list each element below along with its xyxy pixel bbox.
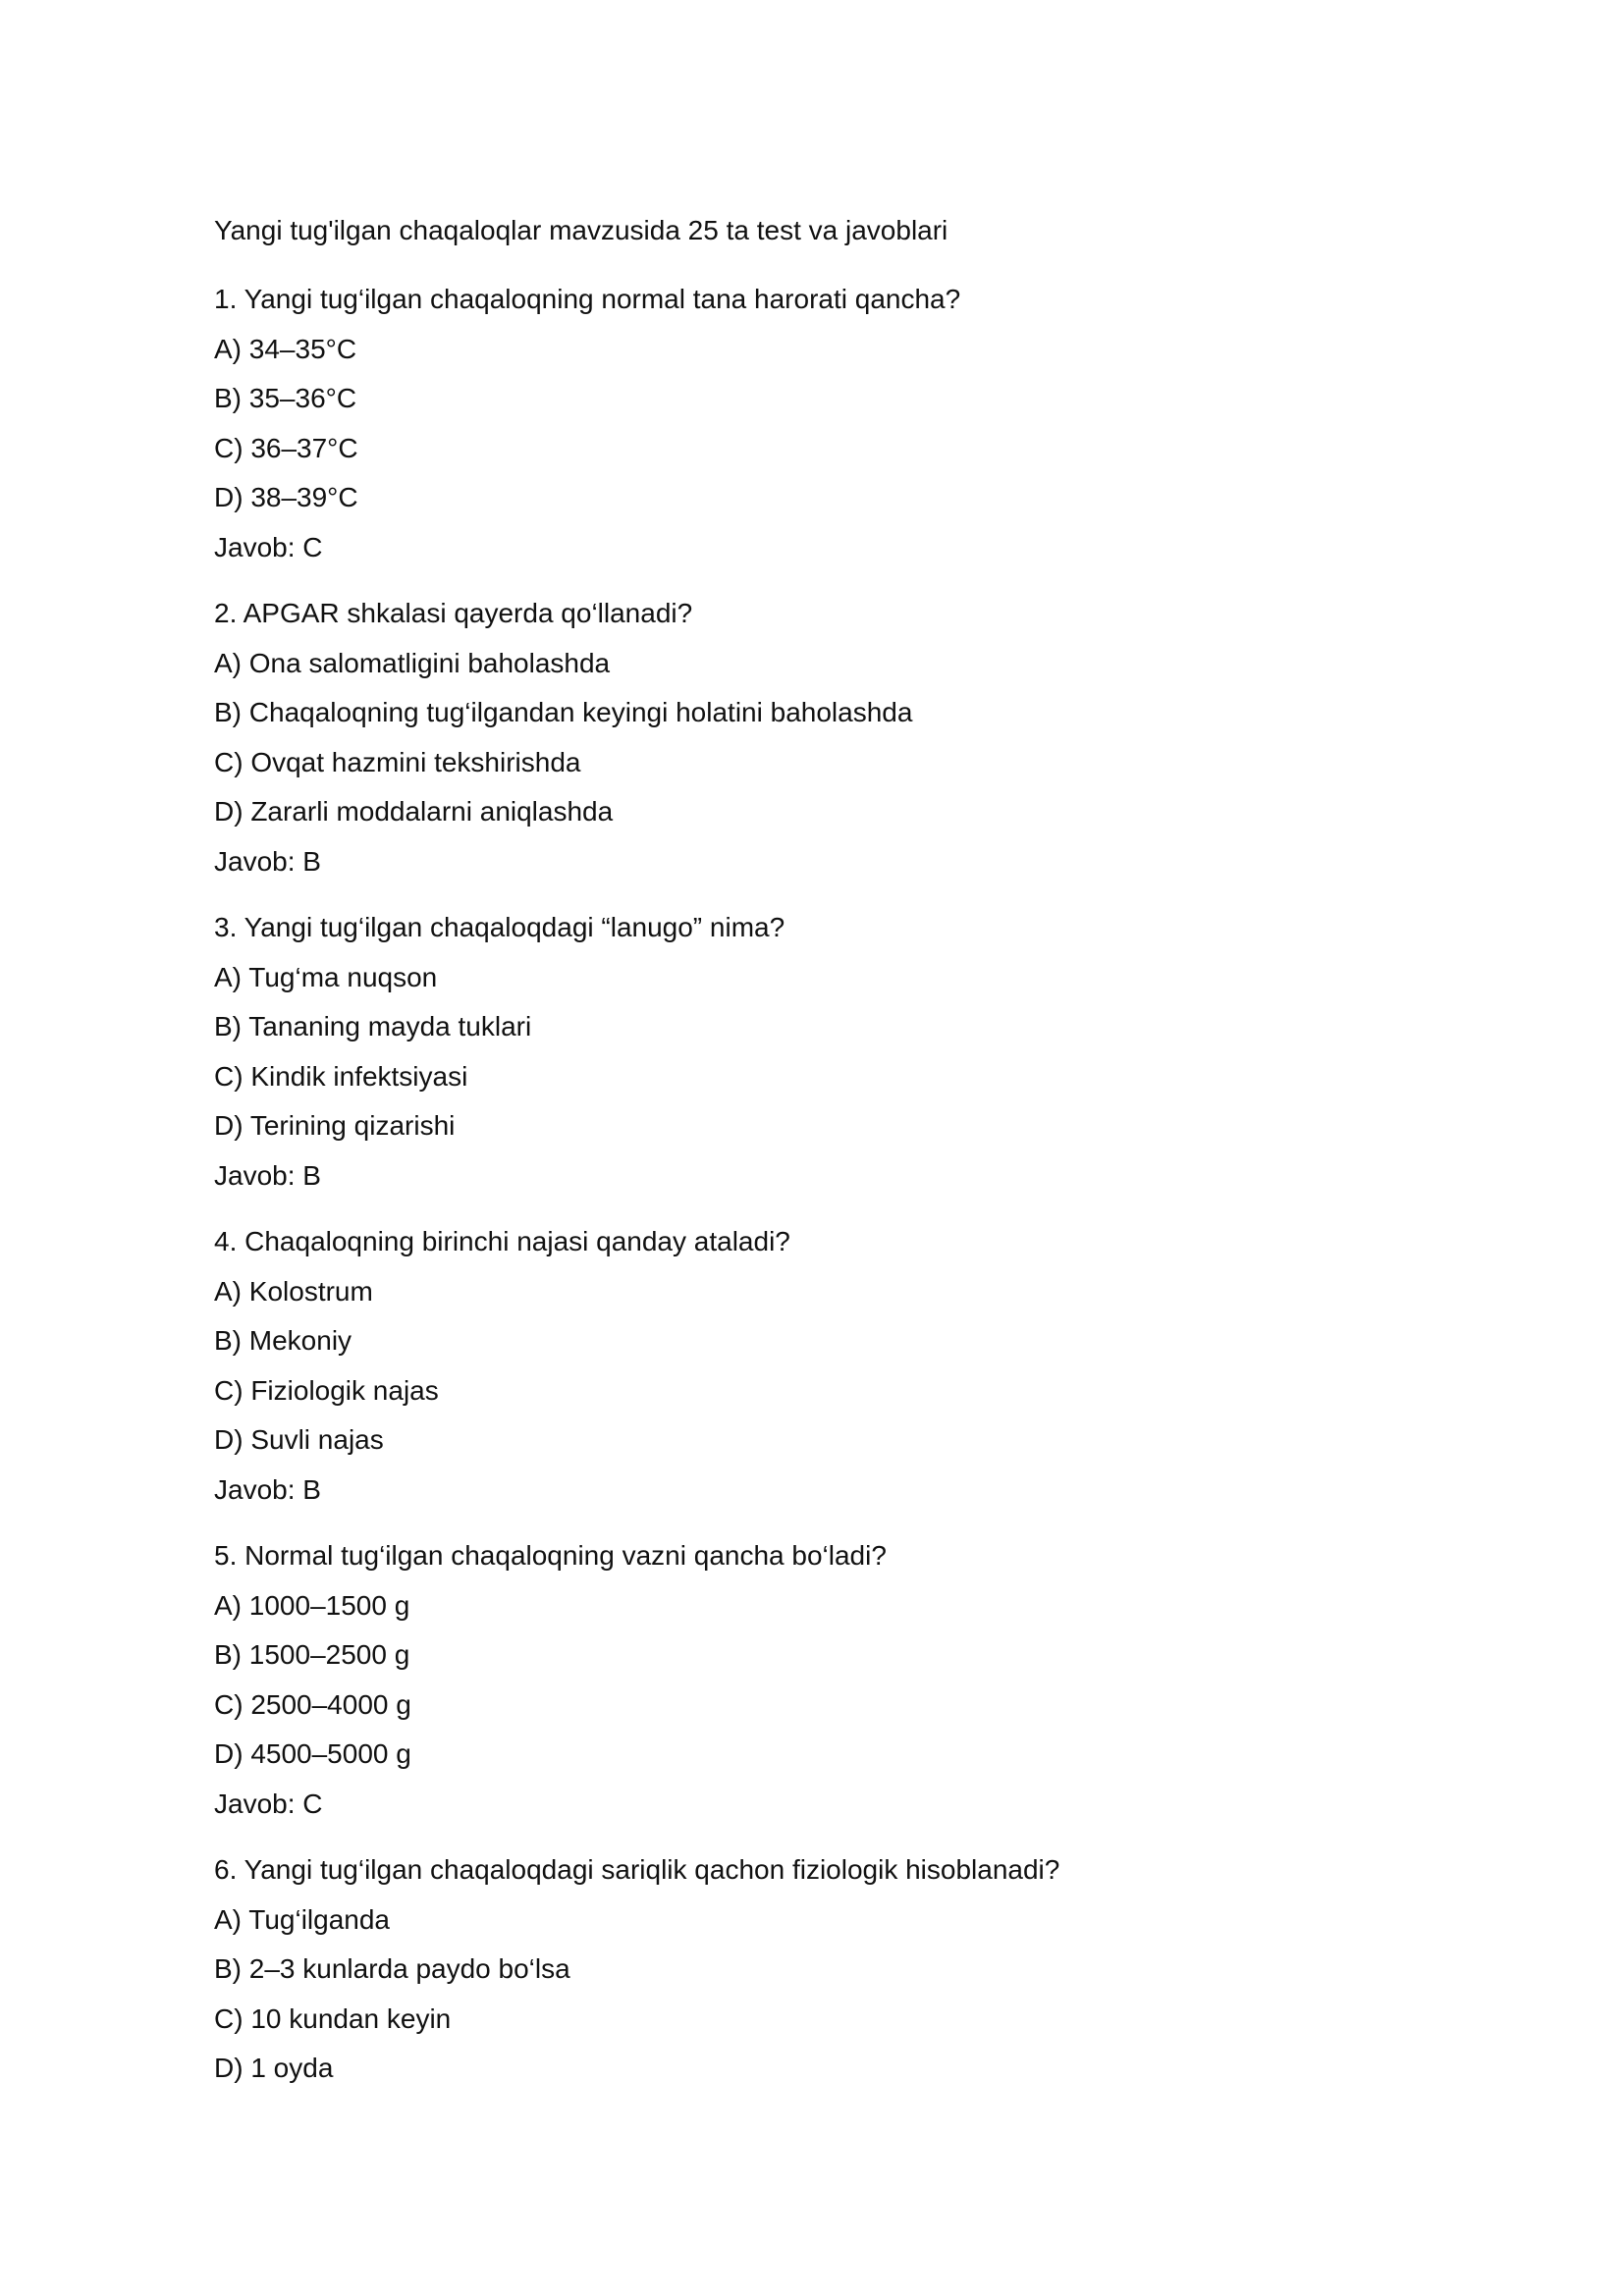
question-text: 4. Chaqaloqning birinchi najasi qanday ataladi? <box>214 1226 790 1256</box>
answer-option: C) 2500–4000 g <box>214 1688 411 1720</box>
answer-option: B) 1500–2500 g <box>214 1639 410 1670</box>
question-text: 1. Yangi tug‘ilgan chaqaloqning normal tana harorati qancha? <box>214 284 961 314</box>
question-block <box>214 903 1624 1201</box>
answer-option: C) Fiziologik najas <box>214 1374 439 1406</box>
question-list <box>214 275 1624 2094</box>
question-block <box>214 1531 1624 1829</box>
answer-option: A) 1000–1500 g <box>214 1589 410 1621</box>
question-block <box>214 275 1624 572</box>
answer-option: D) Zararli moddalarni aniqlashda <box>214 796 614 827</box>
answer-option: A) 34–35°C <box>214 333 357 364</box>
answer-option: B) Mekoniy <box>214 1325 352 1356</box>
document-title: Yangi tug'ilgan chaqaloqlar mavzusida 25 ta test va javoblari <box>214 215 948 245</box>
answer-option: A) Ona salomatligini baholashda <box>214 647 611 678</box>
answer-option: D) Terining qizarishi <box>214 1110 456 1141</box>
question-block <box>214 589 1624 886</box>
correct-answer: Javob: B <box>214 845 321 877</box>
answer-option: C) Ovqat hazmini tekshirishda <box>214 746 581 777</box>
answer-option: B) 2–3 kunlarda paydo bo‘lsa <box>214 1953 570 1984</box>
answer-option: B) Chaqaloqning tug‘ilgandan keyingi holatini baholashda <box>214 697 913 727</box>
answer-option: C) 36–37°C <box>214 432 358 463</box>
correct-answer: Javob: B <box>214 1159 321 1191</box>
answer-option: B) 35–36°C <box>214 383 357 413</box>
question-text: 5. Normal tug‘ilgan chaqaloqning vazni qancha bo‘ladi? <box>214 1540 887 1571</box>
correct-answer: Javob: C <box>214 531 323 562</box>
answer-option: C) Kindik infektsiyasi <box>214 1060 468 1092</box>
correct-answer: Javob: C <box>214 1788 323 1819</box>
question-text: 2. APGAR shkalasi qayerda qo‘llanadi? <box>214 598 693 628</box>
answer-option: D) 4500–5000 g <box>214 1738 411 1769</box>
answer-option: A) Tug‘ilganda <box>214 1903 391 1935</box>
question-text: 3. Yangi tug‘ilgan chaqaloqdagi “lanugo” nima? <box>214 912 785 942</box>
question-block <box>214 1845 1624 2094</box>
answer-option: A) Tug‘ma nuqson <box>214 961 438 992</box>
answer-option: D) Suvli najas <box>214 1424 384 1455</box>
answer-option: C) 10 kundan keyin <box>214 2002 452 2034</box>
answer-option: A) Kolostrum <box>214 1275 373 1307</box>
answer-option: D) 1 oyda <box>214 2053 334 2083</box>
question-block <box>214 1217 1624 1515</box>
question-text: 6. Yangi tug‘ilgan chaqaloqdagi sariqlik qachon fiziologik hisoblanadi? <box>214 1854 1060 1885</box>
answer-option: D) 38–39°C <box>214 482 358 512</box>
answer-option: B) Tananing mayda tuklari <box>214 1011 532 1041</box>
correct-answer: Javob: B <box>214 1473 321 1505</box>
